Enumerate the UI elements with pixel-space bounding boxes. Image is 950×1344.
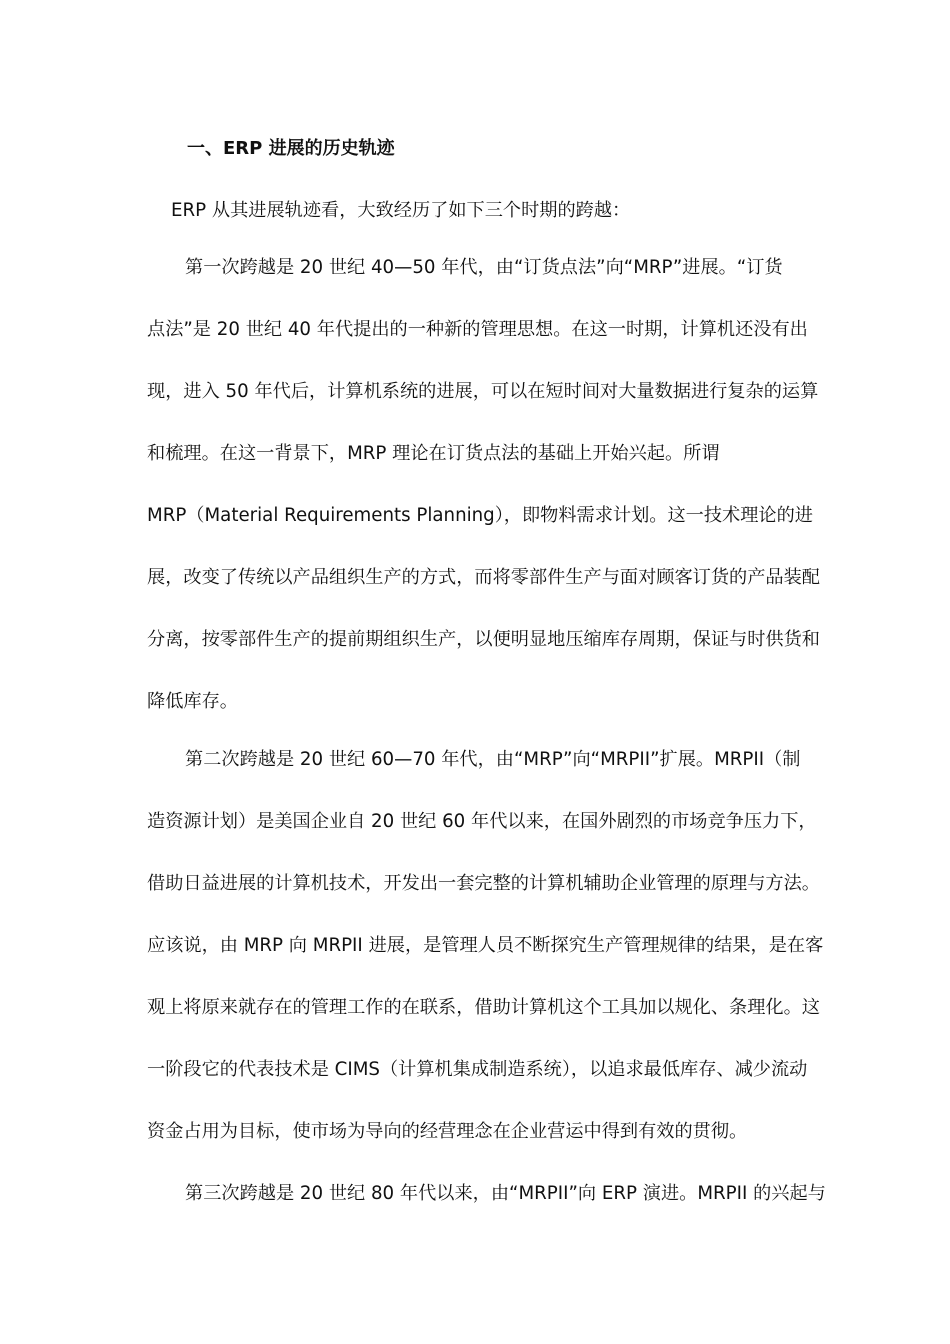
paragraph-line: 现，进入 50 年代后，计算机系统的进展，可以在短时间对大量数据进行复杂的运算 bbox=[147, 381, 819, 402]
paragraph-line: 点法”是 20 世纪 40 年代提出的一种新的管理思想。在这一时期，计算机还没有出 bbox=[147, 319, 808, 340]
paragraph-line: 观上将原来就存在的管理工作的在联系，借助计算机这个工具加以规化、条理化。这 bbox=[147, 997, 820, 1018]
paragraph-line: 第二次跨越是 20 世纪 60—70 年代，由“MRP”向“MRPII”扩展。MRPII（制 bbox=[185, 749, 801, 770]
paragraph-line: 造资源计划）是美国企业自 20 世纪 60 年代以来，在国外剧烈的市场竞争压力下， bbox=[147, 811, 817, 832]
paragraph-line: 资金占用为目标，使市场为导向的经营理念在企业营运中得到有效的贯彻。 bbox=[147, 1121, 748, 1142]
paragraph-line: 降低库存。 bbox=[147, 691, 238, 712]
paragraph-line: 应该说，由 MRP 向 MRPII 进展，是管理人员不断探究生产管理规律的结果，是在客 bbox=[147, 935, 824, 956]
paragraph-line: 第三次跨越是 20 世纪 80 年代以来，由“MRPII”向 ERP 演进。MRPII 的兴起与 bbox=[185, 1183, 826, 1204]
intro-paragraph: ERP 从其进展轨迹看，大致经历了如下三个时期的跨越： bbox=[171, 200, 631, 221]
paragraph-line: 分离，按零部件生产的提前期组织生产，以便明显地压缩库存周期，保证与时供货和 bbox=[147, 629, 820, 650]
paragraph-line: 和梳理。在这一背景下，MRP 理论在订货点法的基础上开始兴起。所谓 bbox=[147, 443, 720, 464]
paragraph-line: 第一次跨越是 20 世纪 40—50 年代，由“订货点法”向“MRP”进展。“订货 bbox=[185, 257, 783, 278]
paragraph-line: 展，改变了传统以产品组织生产的方式，而将零部件生产与面对顾客订货的产品装配 bbox=[147, 567, 820, 588]
paragraph-line: 借助日益进展的计算机技术，开发出一套完整的计算机辅助企业管理的原理与方法。 bbox=[147, 873, 820, 894]
paragraph-line: MRP（Material Requirements Planning），即物料需求计划。这一技术理论的进 bbox=[147, 505, 813, 526]
section-heading: 一、ERP 进展的历史轨迹 bbox=[187, 138, 395, 159]
paragraph-line: 一阶段它的代表技术是 CIMS（计算机集成制造系统），以追求最低库存、减少流动 bbox=[147, 1059, 808, 1080]
